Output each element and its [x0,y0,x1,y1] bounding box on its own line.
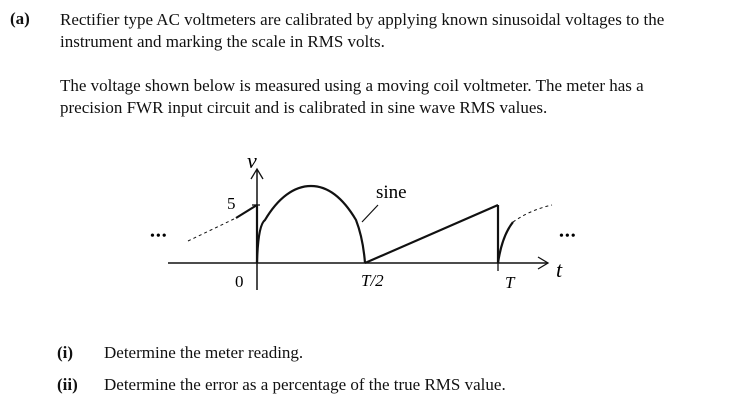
peak-label: 5 [227,194,236,213]
period-label: T [505,273,515,292]
measurement-paragraph: The voltage shown below is measured using a moving coil voltmeter. The meter has a precision FWR input circuit and is calibrated in sine wave RMS values. [60,76,644,117]
left-dashed-continuation [188,218,236,241]
sine-pointer [362,205,378,222]
t-axis-label: t [556,257,563,282]
next-sine-start [498,222,513,263]
intro-paragraph: Rectifier type AC voltmeters are calibrated by applying known sinusoidal voltages to the instrument and marking the scale in RMS volts. [60,10,665,51]
question-2-text: Determine the error as a percentage of the true RMS value. [104,375,506,394]
v-axis-label: v [247,148,257,173]
origin-label: 0 [235,272,244,291]
ramp-segment [365,205,498,263]
half-period-label: T/2 [361,271,384,290]
right-dashed-continuation [513,205,552,222]
sine-label: sine [376,182,407,203]
question-2-label: (ii) [57,375,78,394]
ellipsis-left: ••• [150,229,168,244]
sine-half-cycle [257,186,365,263]
part-label: (a) [10,9,30,28]
question-1-label: (i) [57,343,74,362]
ellipsis-right: ••• [559,229,577,244]
left-ramp-segment [236,205,257,218]
question-1-text: Determine the meter reading. [104,343,304,362]
